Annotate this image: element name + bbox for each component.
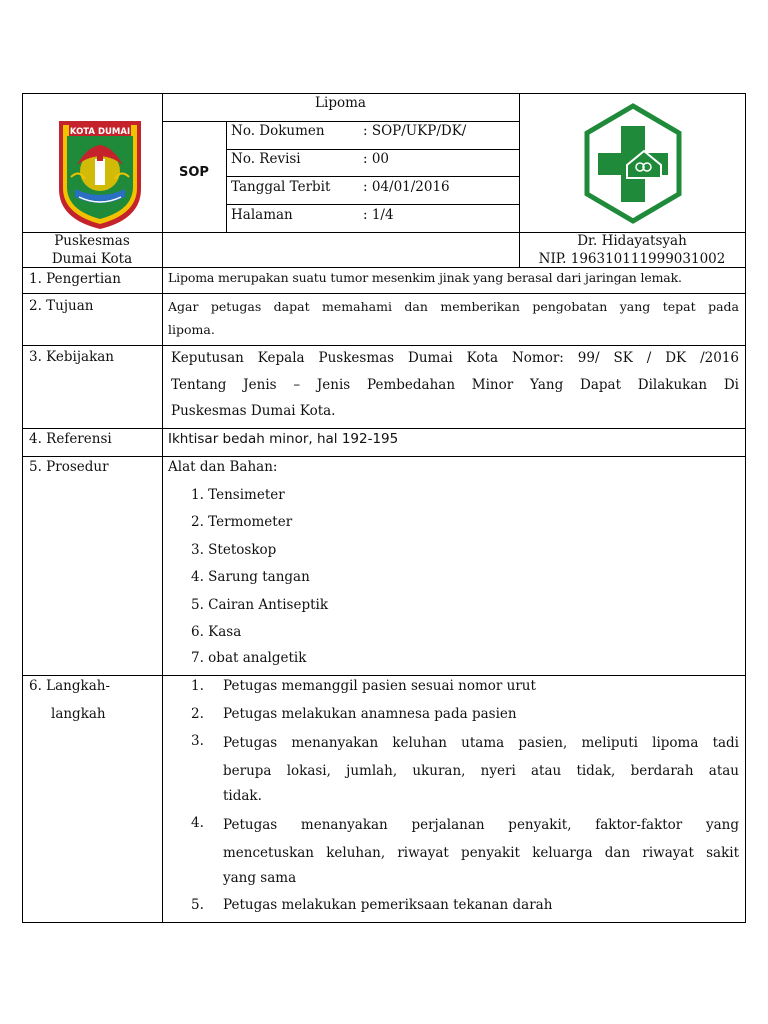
section-label-langkah-2: langkah (51, 706, 106, 722)
list-item: 2. Termometer (191, 514, 293, 530)
issue-date-value: : 04/01/2016 (363, 179, 450, 195)
org-name-line1: Puskesmas (54, 233, 130, 249)
doc-number-label: No. Dokumen (231, 123, 325, 139)
revision-label: No. Revisi (231, 151, 301, 167)
sop-label: SOP (179, 165, 209, 180)
tujuan-line2: lipoma. (168, 322, 215, 337)
step-text: Petugas memanggil pasien sesuai nomor urut (223, 678, 536, 694)
revision-value: : 00 (363, 151, 390, 167)
page-label: Halaman (231, 207, 293, 223)
section-label-tujuan: 2. Tujuan (29, 298, 94, 314)
step-number: 1. (191, 678, 204, 694)
section-label-pengertian: 1. Pengertian (29, 271, 121, 287)
list-item: 7. obat analgetik (191, 650, 307, 666)
kebijakan-line2: Tentang Jenis – Jenis Pembedahan Minor Yang Dapat Dilakukan Di (171, 377, 739, 393)
section-label-kebijakan: 3. Kebijakan (29, 349, 115, 365)
signer-name: Dr. Hidayatsyah (577, 233, 687, 249)
issue-date-label: Tanggal Terbit (231, 179, 331, 195)
list-item: 5. Cairan Antiseptik (191, 597, 329, 613)
list-item: 3. Stetoskop (191, 542, 277, 558)
referensi-text: Ikhtisar bedah minor, hal 192-195 (168, 431, 399, 447)
step-number: 5. (191, 897, 204, 913)
doc-number-value: : SOP/UKP/DK/ (363, 123, 467, 139)
step-text: yang sama (223, 870, 297, 886)
kebijakan-line1: Keputusan Kepala Puskesmas Dumai Kota Nomor: 99/ SK / DK /2016 (171, 350, 739, 366)
document-title: Lipoma (315, 95, 366, 111)
section-label-langkah: 6. Langkah- (29, 678, 111, 694)
step-number: 3. (191, 733, 204, 749)
puskesmas-logo (584, 103, 682, 224)
emblem-text: KOTA DUMAI (69, 127, 131, 137)
signer-nip: NIP. 196310111999031002 (538, 251, 726, 267)
step-text: Petugas melakukan anamnesa pada pasien (223, 706, 517, 722)
kebijakan-line3: Puskesmas Dumai Kota. (171, 403, 336, 419)
step-text: berupa lokasi, jumlah, ukuran, nyeri atau tidak, berdarah atau (223, 763, 739, 779)
pengertian-text: Lipoma merupakan suatu tumor mesenkim jinak yang berasal dari jaringan lemak. (168, 270, 682, 285)
list-item: 6. Kasa (191, 624, 242, 640)
tujuan-line1: Agar petugas dapat memahami dan memberikan pengobatan yang tepat pada (168, 299, 739, 314)
step-text: Petugas menanyakan perjalanan penyakit, faktor-faktor yang (223, 817, 739, 833)
step-text: Petugas melakukan pemeriksaan tekanan darah (223, 897, 553, 913)
step-text: mencetuskan keluhan, riwayat penyakit keluarga dan riwayat sakit (223, 845, 739, 861)
prosedur-intro: Alat dan Bahan: (168, 459, 278, 475)
org-name-line2: Dumai Kota (51, 251, 133, 267)
step-text: Petugas menanyakan keluhan utama pasien, meliputi lipoma tadi (223, 735, 739, 751)
step-text: tidak. (223, 788, 262, 804)
section-label-prosedur: 5. Prosedur (29, 459, 109, 475)
page-value: : 1/4 (363, 207, 394, 223)
step-number: 4. (191, 815, 204, 831)
list-item: 1. Tensimeter (191, 487, 285, 503)
kota-dumai-emblem (57, 119, 143, 231)
list-item: 4. Sarung tangan (191, 569, 310, 585)
step-number: 2. (191, 706, 204, 722)
section-label-referensi: 4. Referensi (29, 431, 112, 447)
